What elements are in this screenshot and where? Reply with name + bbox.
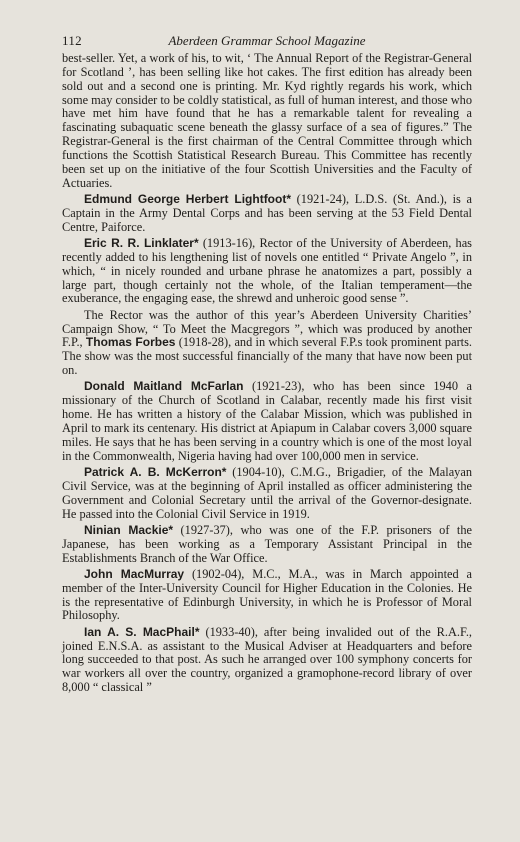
entry-text: (1921-24), L.D.S. (St. And.), is a Captain in the Army Dental Corps and has been serving at the 53 Field Dental Centre, Paiforce. — [62, 191, 472, 234]
entry-name: Ninian Mackie* — [84, 522, 174, 537]
entry-lightfoot — [62, 193, 472, 235]
entry-text: (1933-40), after being invalided out of the R.A.F., joined E.N.S.A. as assistant to the Musical Adviser at Headquarters and before long succeeded to that post. As such he arranged over 100 symphony concerts for war workers all over the country, organized a gramophone-record library of over 8,000 “ classical ” — [62, 624, 473, 695]
page-number: 112 — [62, 33, 82, 48]
paragraph-text: The Rector was the author of this year’s Aberdeen University Charities’ Campaign Show, “ To Meet the Macgregors ”, which was produced by another F.P., — [62, 307, 472, 350]
entry-name: Ian A. S. MacPhail* — [84, 624, 200, 639]
entry-name: Eric R. R. Linklater* — [84, 235, 199, 250]
entry-linklater — [62, 237, 472, 306]
entry-mckerron — [62, 466, 472, 521]
entry-text: (1913-16), Rector of the University of Aberdeen, has recently added to his lengthening list of novels one entitled “ Private Angelo ”, in which, “ in nicely rounded and urbane phrase he anatomizes a part, possibly a large part, though certainly not the whole, of the Italian temperament—the exuberance, the engaging ease, the shrewd and unheroic good sense ”. — [62, 235, 472, 306]
entry-text: (1904-10), C.M.G., Brigadier, of the Malayan Civil Service, was at the beginning of April installed as officer administering the Government and Colonial Secretary until the arrival of the Governor-designate. He passed into the Colonial Civil Service in 1919. — [62, 464, 473, 521]
entry-name: Edmund George Herbert Lightfoot* — [84, 191, 292, 206]
entry-name: Patrick A. B. McKerron* — [84, 464, 227, 479]
page-header — [62, 33, 472, 51]
entry-name: John MacMurray — [84, 566, 185, 581]
entry-text: (1927-37), who was one of the F.P. prisoners of the Japanese, has been working as a Temporary Assistant Principal in the Establishments Branch of the War Office. — [62, 522, 472, 565]
entry-name: Donald Maitland McFarlan — [84, 379, 244, 394]
paragraph-text: best-seller. Yet, a work of his, to wit, ‘ The Annual Report of the Registrar-General for Scotland ’, has been selling like hot cakes. The first edition has already been sold out and a second one is printing. Mr. Kyd rightly regards his work, which some may consider to be coldly statistical, as full of human interest, and those who have met him have found that he has a remarkable talent for revealing a fascinating subaquatic scene beneath the glassy surface of a sea of figures.” The Registrar-General is the first chairman of the Central Committee through which functions the Scottish Statistical Research Bureau. This Committee has recently been set up on the initiative of the four Scottish Universities and the Faculty of Actuaries. — [62, 51, 472, 190]
paragraph-text: (1918-28), and in which several F.P.s took prominent parts. The show was the most successful financially of the many that have now been put on. — [62, 335, 473, 378]
paragraph-rector-show — [62, 309, 472, 378]
entry-mcfarlan — [62, 380, 472, 463]
running-title: Aberdeen Grammar School Magazine — [168, 33, 366, 48]
entry-macphail — [62, 626, 472, 695]
entry-macmurray — [62, 568, 472, 623]
paragraph-continuation — [62, 52, 472, 190]
entry-text: (1921-23), who has been since 1940 a missionary of the Church of Scotland in Calabar, recently made his first visit home. He has written a history of the Calabar Mission, which was published in April to mark its centenary. His district at Apiapum in Calabar covers 3,000 square miles. He says that he has been serving in a country which is one of the most loyal in the Commonwealth, Nigeria having had over 100,000 men in service. — [62, 379, 473, 463]
entry-text: (1902-04), M.C., M.A., was in March appointed a member of the Inter-University Council for Higher Education in the Colonies. He is the representative of Edinburgh University, in which he is Professor of Moral Philosophy. — [62, 566, 473, 623]
entry-name: Thomas Forbes — [85, 335, 176, 350]
entry-mackie — [62, 524, 472, 566]
article-body — [62, 52, 472, 697]
